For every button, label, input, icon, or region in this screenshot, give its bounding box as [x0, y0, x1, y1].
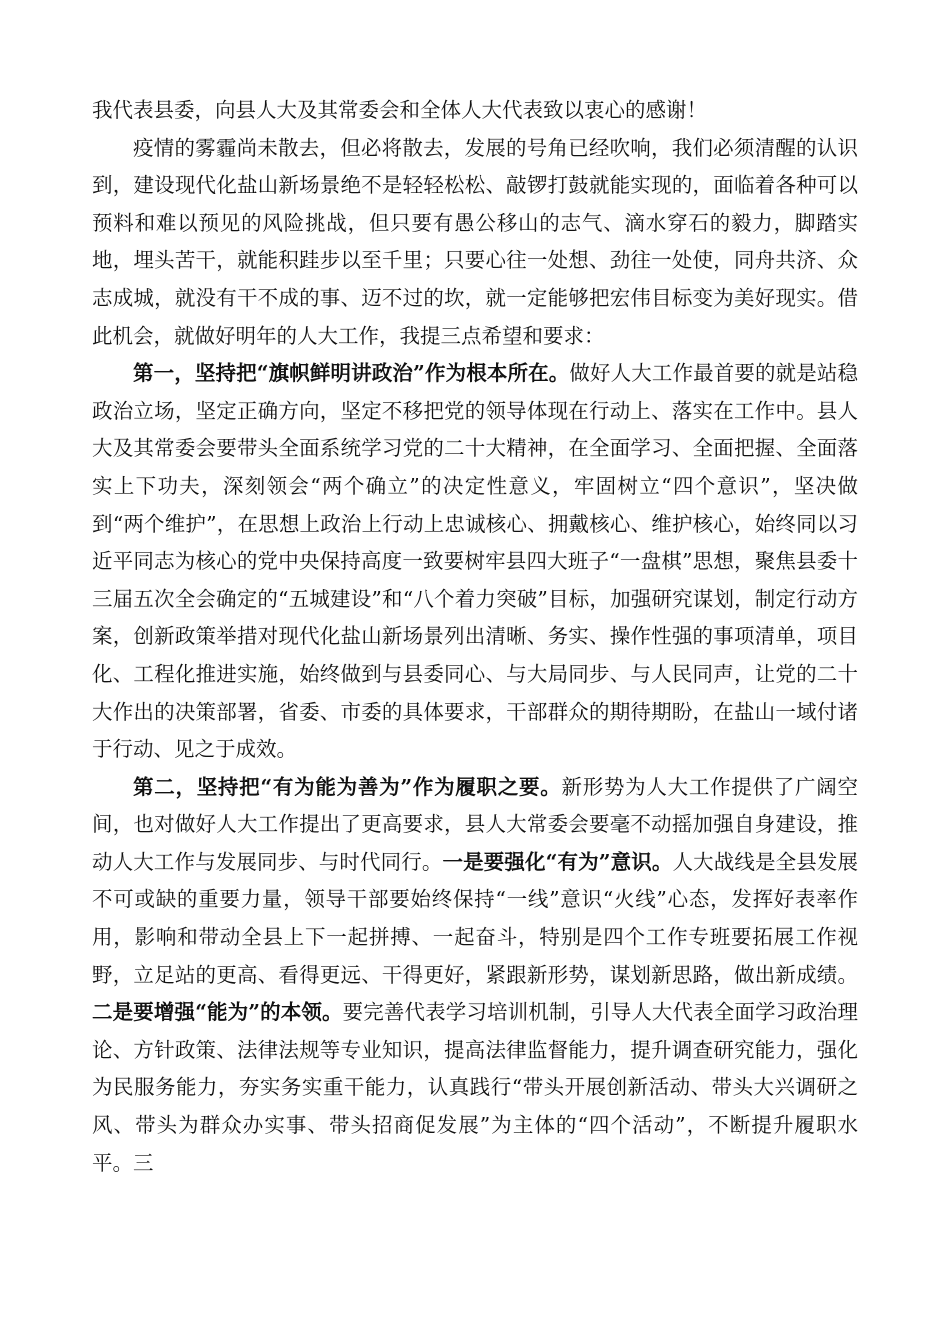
paragraph [92, 769, 858, 1183]
subsection-heading: 二是要增强“能为”的本领。 [92, 1000, 343, 1025]
paragraph [92, 92, 858, 130]
paragraph-text: 新形势为人大工作提供了广阔空间，也对做好人大工作提出了更高要求，县人大常委会要毫不动摇加强自身建设，推动人大工作与发展同步、与时代同行。 [92, 774, 858, 874]
paragraph-text: 做好人大工作最首要的就是站稳政治立场，坚定正确方向，坚定不移把党的领导体现在行动上、落实在工作中。县人大及其常委会要带头全面系统学习党的二十大精神，在全面学习、全面把握、全面落实上下功夫，深刻领会“两个确立”的决定性意义，牢固树立“四个意识”，坚决做到“两个维护”，在思想上政治上行动上忠诚核心、拥戴核心、维护核心，始终同以习近平同志为核心的党中央保持高度一致要树牢县四大班子“一盘棋”思想，聚焦县委十三届五次全会确定的“五城建设”和“八个着力突破”目标，加强研究谋划，制定行动方案，创新政策举措对现代化盐山新场景列出清晰、务实、操作性强的事项清单，项目化、工程化推进实施，始终做到与县委同心、与大局同步、与人民同声，让党的二十大作出的决策部署，省委、市委的具体要求，干部群众的期待期盼，在盐山一域付诸于行动、见之于成效。 [92, 361, 858, 762]
subsection-heading: 一是要强化“有为”意识。 [442, 849, 673, 874]
paragraph-text: 人大战线是全县发展不可或缺的重要力量，领导干部要始终保持“一线”意识“火线”心态，发挥好表率作用，影响和带动全县上下一起拼搏、一起奋斗，特别是四个工作专班要拓展工作视野，立足站的更高、看得更远、干得更好，紧跟新形势，谋划新思路，做出新成绩。 [92, 849, 858, 987]
section-heading: 第二，坚持把“有为能为善为”作为履职之要。 [133, 774, 562, 799]
paragraph [92, 355, 858, 769]
paragraph-text: 要完善代表学习培训机制，引导人大代表全面学习政治理论、方针政策、法律法规等专业知识，提高法律监督能力，提升调查研究能力，强化为民服务能力，夯实务实重干能力，认真践行“带头开展创新活动、带头大兴调研之风、带头为群众办实事、带头招商促发展”为主体的“四个活动”，不断提升履职水平。三 [92, 1000, 858, 1175]
paragraph-text: 疫情的雾霾尚未散去，但必将散去，发展的号角已经吹响，我们必须清醒的认识到，建设现代化盐山新场景绝不是轻轻松松、敲锣打鼓就能实现的，面临着各种可以预料和难以预见的风险挑战，但只要有愚公移山的志气、滴水穿石的毅力，脚踏实地，埋头苦干，就能积跬步以至千里；只要心往一处想、劲往一处使，同舟共济、众志成城，就没有干不成的事、迈不过的坎，就一定能够把宏伟目标变为美好现实。借此机会，就做好明年的人大工作，我提三点希望和要求： [92, 135, 858, 348]
section-heading: 第一，坚持把“旗帜鲜明讲政治”作为根本所在。 [133, 361, 570, 386]
paragraph [92, 130, 858, 356]
paragraph-text: 我代表县委，向县人大及其常委会和全体人大代表致以衷心的感谢！ [92, 98, 707, 122]
document-page [92, 92, 858, 1182]
